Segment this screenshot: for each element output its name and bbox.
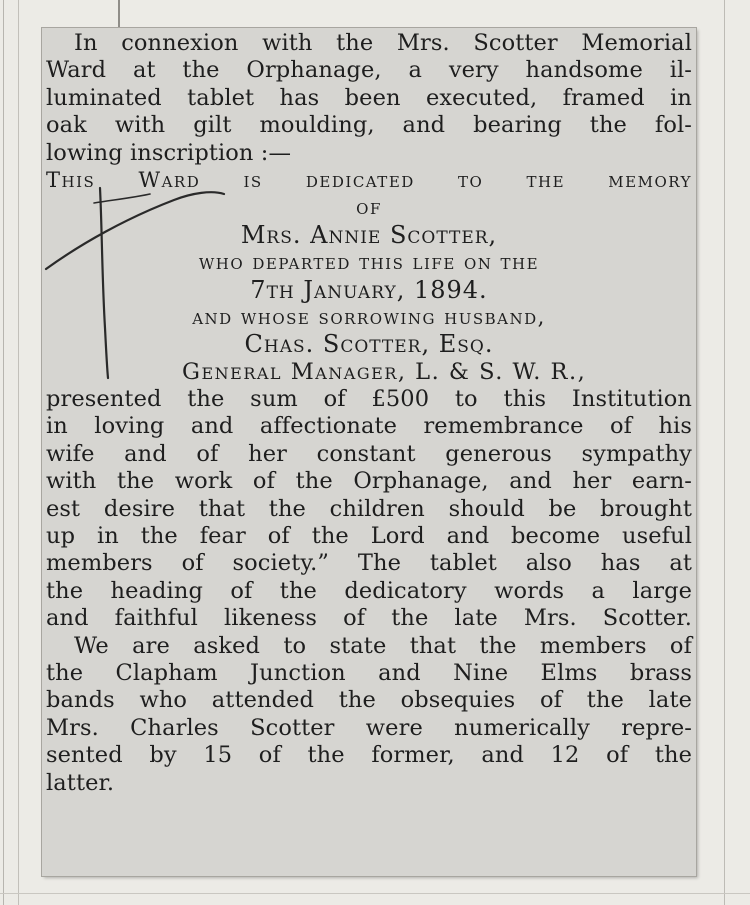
article-line: the Clapham Junction and Nine Elms brass <box>46 659 692 686</box>
page-rule-line <box>3 0 4 905</box>
article-line: latter. <box>46 769 115 796</box>
article-line: Mrs. Charles Scotter were numerically repre- <box>46 714 692 741</box>
inscription-line: of <box>356 195 382 220</box>
article-line: with the work of the Orphanage, and her earn- <box>46 468 692 495</box>
page-rule-line <box>724 0 725 905</box>
inscription-line: and whose sorrowing husband, <box>192 304 546 329</box>
article-line: sented by 15 of the former, and 12 of the <box>46 742 692 769</box>
article-line: luminated tablet has been executed, framed in <box>46 84 692 111</box>
article-line: presented the sum of £500 to this Institution <box>46 386 692 413</box>
article-line: We are asked to state that the members of <box>74 632 692 659</box>
page-rule-line <box>118 0 120 28</box>
page-rule-line <box>18 0 19 905</box>
article-line: and faithful likeness of the late Mrs. Scotter. <box>46 605 692 632</box>
inscription-name: Mrs. Annie Scotter, <box>240 220 498 249</box>
page-rule-line <box>0 893 750 894</box>
inscription-date: 7th January, 1894. <box>250 275 488 304</box>
article-line: bands who attended the obsequies of the late <box>46 687 692 714</box>
article-line: est desire that the children should be brought <box>46 495 692 522</box>
article-line: In connexion with the Mrs. Scotter Memorial <box>74 30 692 56</box>
inscription-line: This Ward is dedicated to the memory <box>46 167 692 192</box>
newspaper-clipping <box>42 28 696 876</box>
article-line: the heading of the dedicatory words a large <box>46 577 692 604</box>
article-line: members of society.” The tablet also has at <box>46 550 692 577</box>
inscription-title: General Manager, L. & S. W. R., <box>182 358 587 385</box>
article-line: in loving and affectionate remembrance of his <box>46 413 692 440</box>
inscription-line: who departed this life on the <box>198 250 540 275</box>
article-text <box>46 30 692 797</box>
article-line: Ward at the Orphanage, a very handsome il- <box>46 57 692 84</box>
article-line: oak with gilt moulding, and bearing the fol- <box>46 112 692 139</box>
article-line: wife and of her constant generous sympathy <box>46 440 692 467</box>
inscription-husband: Chas. Scotter, Esq. <box>244 330 494 359</box>
article-line: lowing inscription :— <box>46 139 292 166</box>
article-line: up in the fear of the Lord and become useful <box>46 523 692 550</box>
